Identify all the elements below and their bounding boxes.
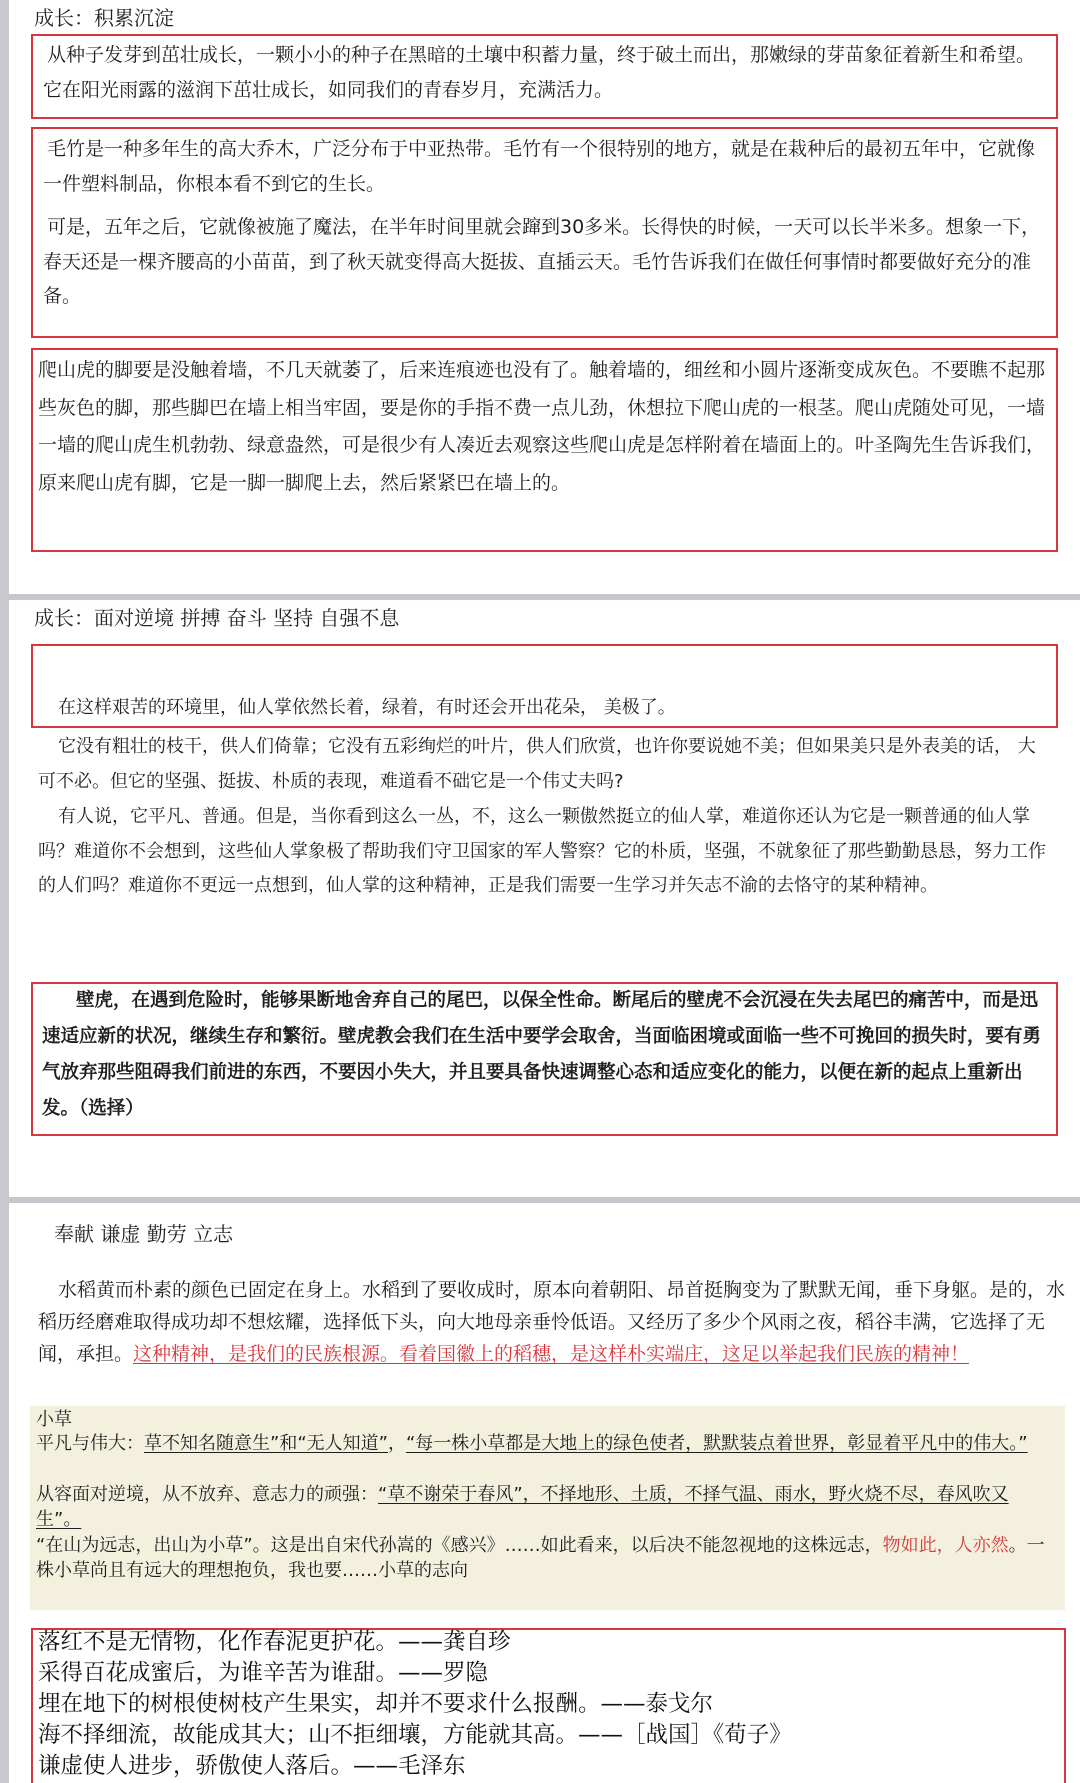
quote-5: 谦虚使人进步，骄傲使人落后。——毛泽东	[38, 1753, 466, 1779]
grass-line-1-prefix: 平凡与伟大：	[36, 1433, 144, 1454]
bamboo-paragraph-2: 可是，五年之后，它就像被施了魔法，在半年时间里就会蹿到30多米。长得快的时候，一天可以长半米多。想象一下，春天还是一棵齐腰高的小苗苗，到了秋天就变得高大挺拔、直插云天。毛竹告诉我们在做任何事情时都要做好充分的准备。	[43, 216, 1041, 307]
grass-line-2-prefix: 从容面对逆境，从不放弃、意志力的顽强：	[36, 1484, 378, 1505]
rice-highlight: 这种精神，是我们的民族根源。看着国徽上的稻穗，是这样朴实端庄，这足以举起我们民族的精神！	[133, 1343, 970, 1365]
grass-line-3-highlight: 物如此，人亦然	[882, 1535, 1009, 1556]
section-separator-1	[9, 594, 1080, 600]
cactus-paragraph-1: 在这样艰苦的环境里，仙人掌依然长着，绿着，有时还会开出花朵， 美极了。	[58, 697, 676, 718]
grass-line-1-quote-a: 草不知名随意生”和“无人知道”	[144, 1433, 388, 1454]
grass-line-1-mid: ，	[387, 1433, 406, 1454]
grass-line-1-quote-b: “每一株小草都是大地上的绿色使者，默默装点着世界，彰显着平凡中的伟大。”	[405, 1433, 1028, 1454]
grass-line-3-text: “在山为远志，出山为小草”。这是出自宋代孙嵩的《感兴》……如此看来，以后决不能忽视地的这株远志，	[36, 1535, 883, 1556]
grass-line-2-quote: “草不谢荣于春风”，不择地形、土质，不择气温、雨水，野火烧不尽，春风吹又生”。	[36, 1484, 1009, 1530]
grass-title: 小草	[36, 1409, 72, 1430]
rice-paragraph	[38, 1274, 1068, 1370]
section2-heading: 成长：面对逆境 拼搏 奋斗 坚持 自强不息	[34, 606, 400, 630]
grass-line-2	[36, 1483, 1048, 1532]
section-separator-2	[9, 1197, 1080, 1203]
gecko-paragraph: 壁虎，在遇到危险时，能够果断地舍弃自己的尾巴，以保全性命。断尾后的壁虎不会沉浸在失去尾巴的痛苦中，而是迅速适应新的状况，继续生存和繁衍。壁虎教会我们在生活中要学会取舍，当面临困境或面临一些不可挽回的损失时，要有勇气放弃那些阻碍我们前进的东西，不要因小失大，并且要具备快速调整心态和适应变化的能力，以便在新的起点上重新出发。（选择）	[42, 990, 1042, 1119]
grass-line-3	[36, 1534, 1048, 1583]
quote-4: 海不择细流，故能成其大；山不拒细壤，方能就其高。——［战国］《荀子》	[38, 1722, 792, 1748]
bamboo-paragraph-1: 毛竹是一种多年生的高大乔木，广泛分布于中亚热带。毛竹有一个很特别的地方，就是在栽种后的最初五年中，它就像一件塑料制品，你根本看不到它的生长。	[43, 138, 1036, 195]
ivy-paragraph: 爬山虎的脚要是没触着墙，不几天就萎了，后来连痕迹也没有了。触着墙的，细丝和小圆片逐渐变成灰色。不要瞧不起那些灰色的脚，那些脚巴在墙上相当牢固，要是你的手指不费一点儿劲，休想拉下爬山虎的一根茎。爬山虎随处可见，一墙一墙的爬山虎生机勃勃、绿意盎然，可是很少有人凑近去观察这些爬山虎是怎样附着在墙面上的。叶圣陶先生告诉我们，原来爬山虎有脚，它是一脚一脚爬上去，然后紧紧巴在墙上的。	[38, 359, 1046, 494]
seed-paragraph: 从种子发芽到茁壮成长，一颗小小的种子在黑暗的土壤中积蓄力量，终于破土而出，那嫩绿的芽苗象征着新生和希望。它在阳光雨露的滋润下茁壮成长，如同我们的青春岁月，充满活力。	[43, 44, 1036, 101]
section3-heading: 奉献 谦虚 勤劳 立志	[54, 1222, 234, 1246]
rice-text: 水稻黄而朴素的颜色已固定在身上。水稻到了要收成时，原本向着朝阳、昂首挺胸变为了默默无闻，垂下身躯。是的，水稻历经磨难取得成功却不想炫耀，选择低下头，向大地母亲垂怜低语。又经历了多少个风雨之夜，稻谷丰满，它选择了无闻，承担。	[38, 1279, 1066, 1365]
quote-1: 落红不是无情物，化作春泥更护花。——龚自珍	[38, 1629, 511, 1655]
grass-line-1	[36, 1432, 1048, 1457]
grass-line-3-end: 。一株小草尚且有远大的理想抱负，我也要……小草的志向	[36, 1535, 1045, 1581]
cactus-paragraph-3: 有人说，它平凡、普通。但是，当你看到这么一丛，不，这么一颗傲然挺立的仙人掌，难道你还认为它是一颗普通的仙人掌吗？难道你不会想到，这些仙人掌象极了帮助我们守卫国家的军人警察？它的朴质，坚强，不就象征了那些勤勤恳恳，努力工作的人们吗？难道你不更远一点想到，仙人掌的这种精神，正是我们需要一生学习并矢志不渝的去恪守的某种精神。	[38, 806, 1046, 896]
cactus-paragraph-2: 它没有粗壮的枝干，供人们倚靠；它没有五彩绚烂的叶片，供人们欣赏，也许你要说她不美；但如果美只是外表美的话， 大可不必。但它的坚强、挺拔、朴质的表现，难道看不础它是一个伟丈夫吗?	[38, 736, 1036, 792]
quote-3: 埋在地下的树根使树枝产生果实，却并不要求什么报酬。——泰戈尔	[38, 1691, 714, 1717]
quote-2: 采得百花成蜜后，为谁辛苦为谁甜。——罗隐	[38, 1660, 489, 1686]
section1-heading: 成长：积累沉淀	[34, 6, 174, 30]
left-edge-bar	[0, 0, 9, 1783]
